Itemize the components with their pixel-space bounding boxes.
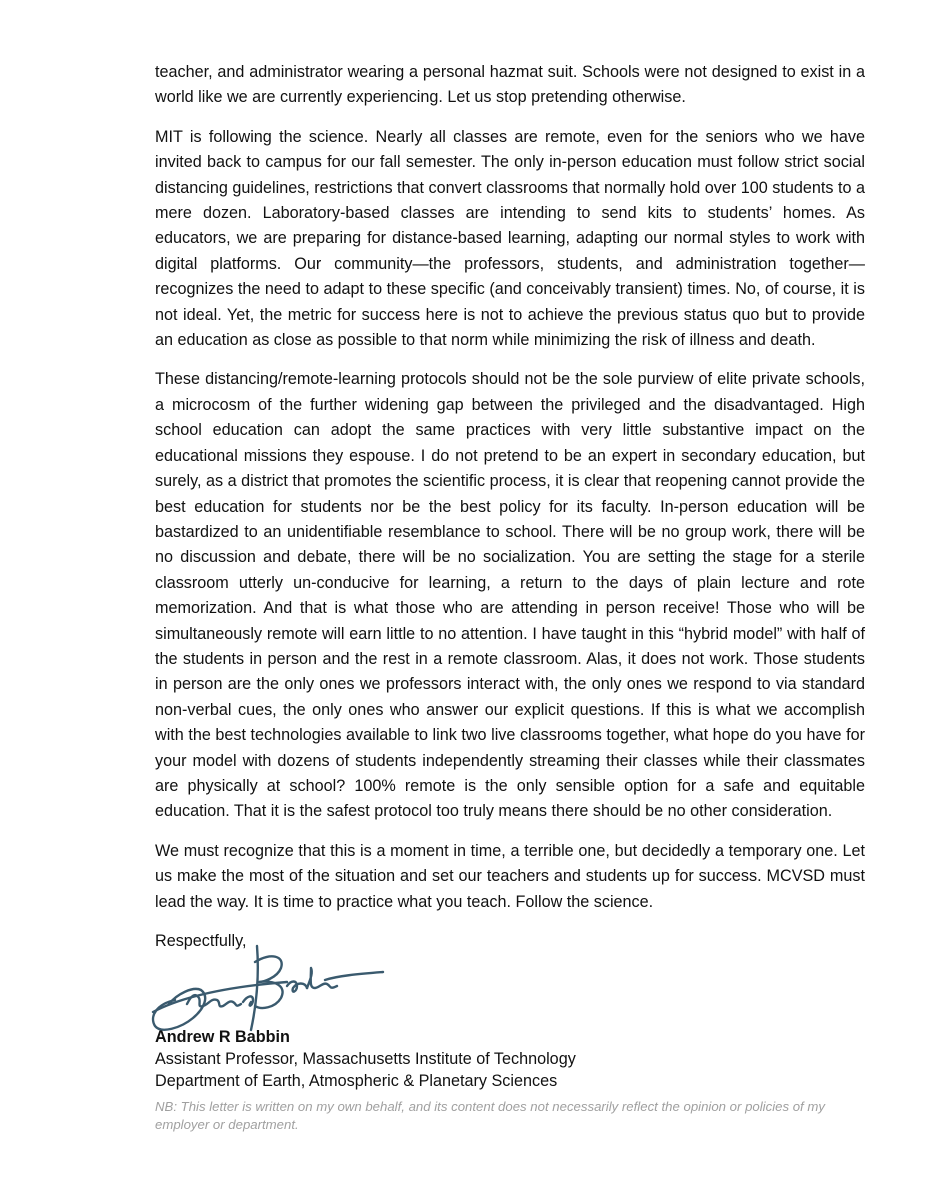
paragraph-4: We must recognize that this is a moment in time, a terrible one, but decidedly a temporary one. Let us make the most of the situation and set our teachers and students up for success. MCVSD must lead the way. It is time to practice what you teach. Follow the science. [155,841,865,911]
closing-salutation: Respectfully, [155,932,247,950]
signature-area [155,946,415,1026]
letter-page [155,60,865,1134]
disclaimer-note: NB: This letter is written on my own behalf, and its content does not necessarily reflect the opinion or policies of my employer or department. [155,1099,825,1133]
signer-department: Department of Earth, Atmospheric & Planetary Sciences [155,1072,558,1091]
paragraph-2: MIT is following the science. Nearly all classes are remote, even for the seniors who we have invited back to campus for our fall semester. The only in-person education must follow strict social distancing guidelines, restrictions that convert classrooms that normally hold over 100 students to a mere dozen. Laboratory-based classes are intending to send kits to students’ homes. As educators, we are preparing for distance-based learning, adapting our normal styles to work with digital platforms. Our community—the professors, students, and administration together—recognizes the need to adapt to these specific (and conceivably transient) times. No, of course, it is not ideal. Yet, the metric for success here is not to achieve the previous status quo but to provide an education as close as possible to that norm while minimizing the risk of illness and death. [155,127,865,350]
paragraph-3: These distancing/remote-learning protocols should not be the sole purview of elite private schools, a microcosm of the further widening gap between the privileged and the disadvantaged. High school education can adopt the same practices with very little substantive impact on the educational missions they espouse. I do not pretend to be an expert in secondary education, but surely, as a district that promotes the scientific process, it is clear that reopening cannot provide the best education for students nor be the best policy for its faculty. In-person education will be bastardized to an unidentifiable resemblance to school. There will be no group work, there will be no discussion and debate, there will be no socialization. You are setting the stage for a sterile classroom utterly un-conducive for learning, a return to the days of plain lecture and rote memorization. And that is what those who are attending in person receive! Those who will be simultaneously remote will earn little to no attention. I have taught in this “hybrid model” with half of the students in person and the rest in a remote classroom. Alas, it does not work. Those students in person are the only ones we professors interact with, the only ones we respond to via standard non-verbal cues, the only ones who answer our explicit questions. If this is what we accomplish with the best technologies available to link two live classrooms together, what hope do you have for your model with dozens of students independently streaming their classes while their classmates are physically at school? 100% remote is the only sensible option for a safe and equitable education. That it is the safest protocol too truly means there should be no other consideration. [155,370,865,821]
signer-title: Assistant Professor, Massachusetts Institute of Technology [155,1050,576,1069]
signer-name: Andrew R Babbin [155,1028,290,1047]
paragraph-1: teacher, and administrator wearing a personal hazmat suit. Schools were not designed to exist in a world like we are currently experiencing. Let us stop pretending otherwise. [155,63,865,107]
handwritten-signature [147,942,387,1034]
